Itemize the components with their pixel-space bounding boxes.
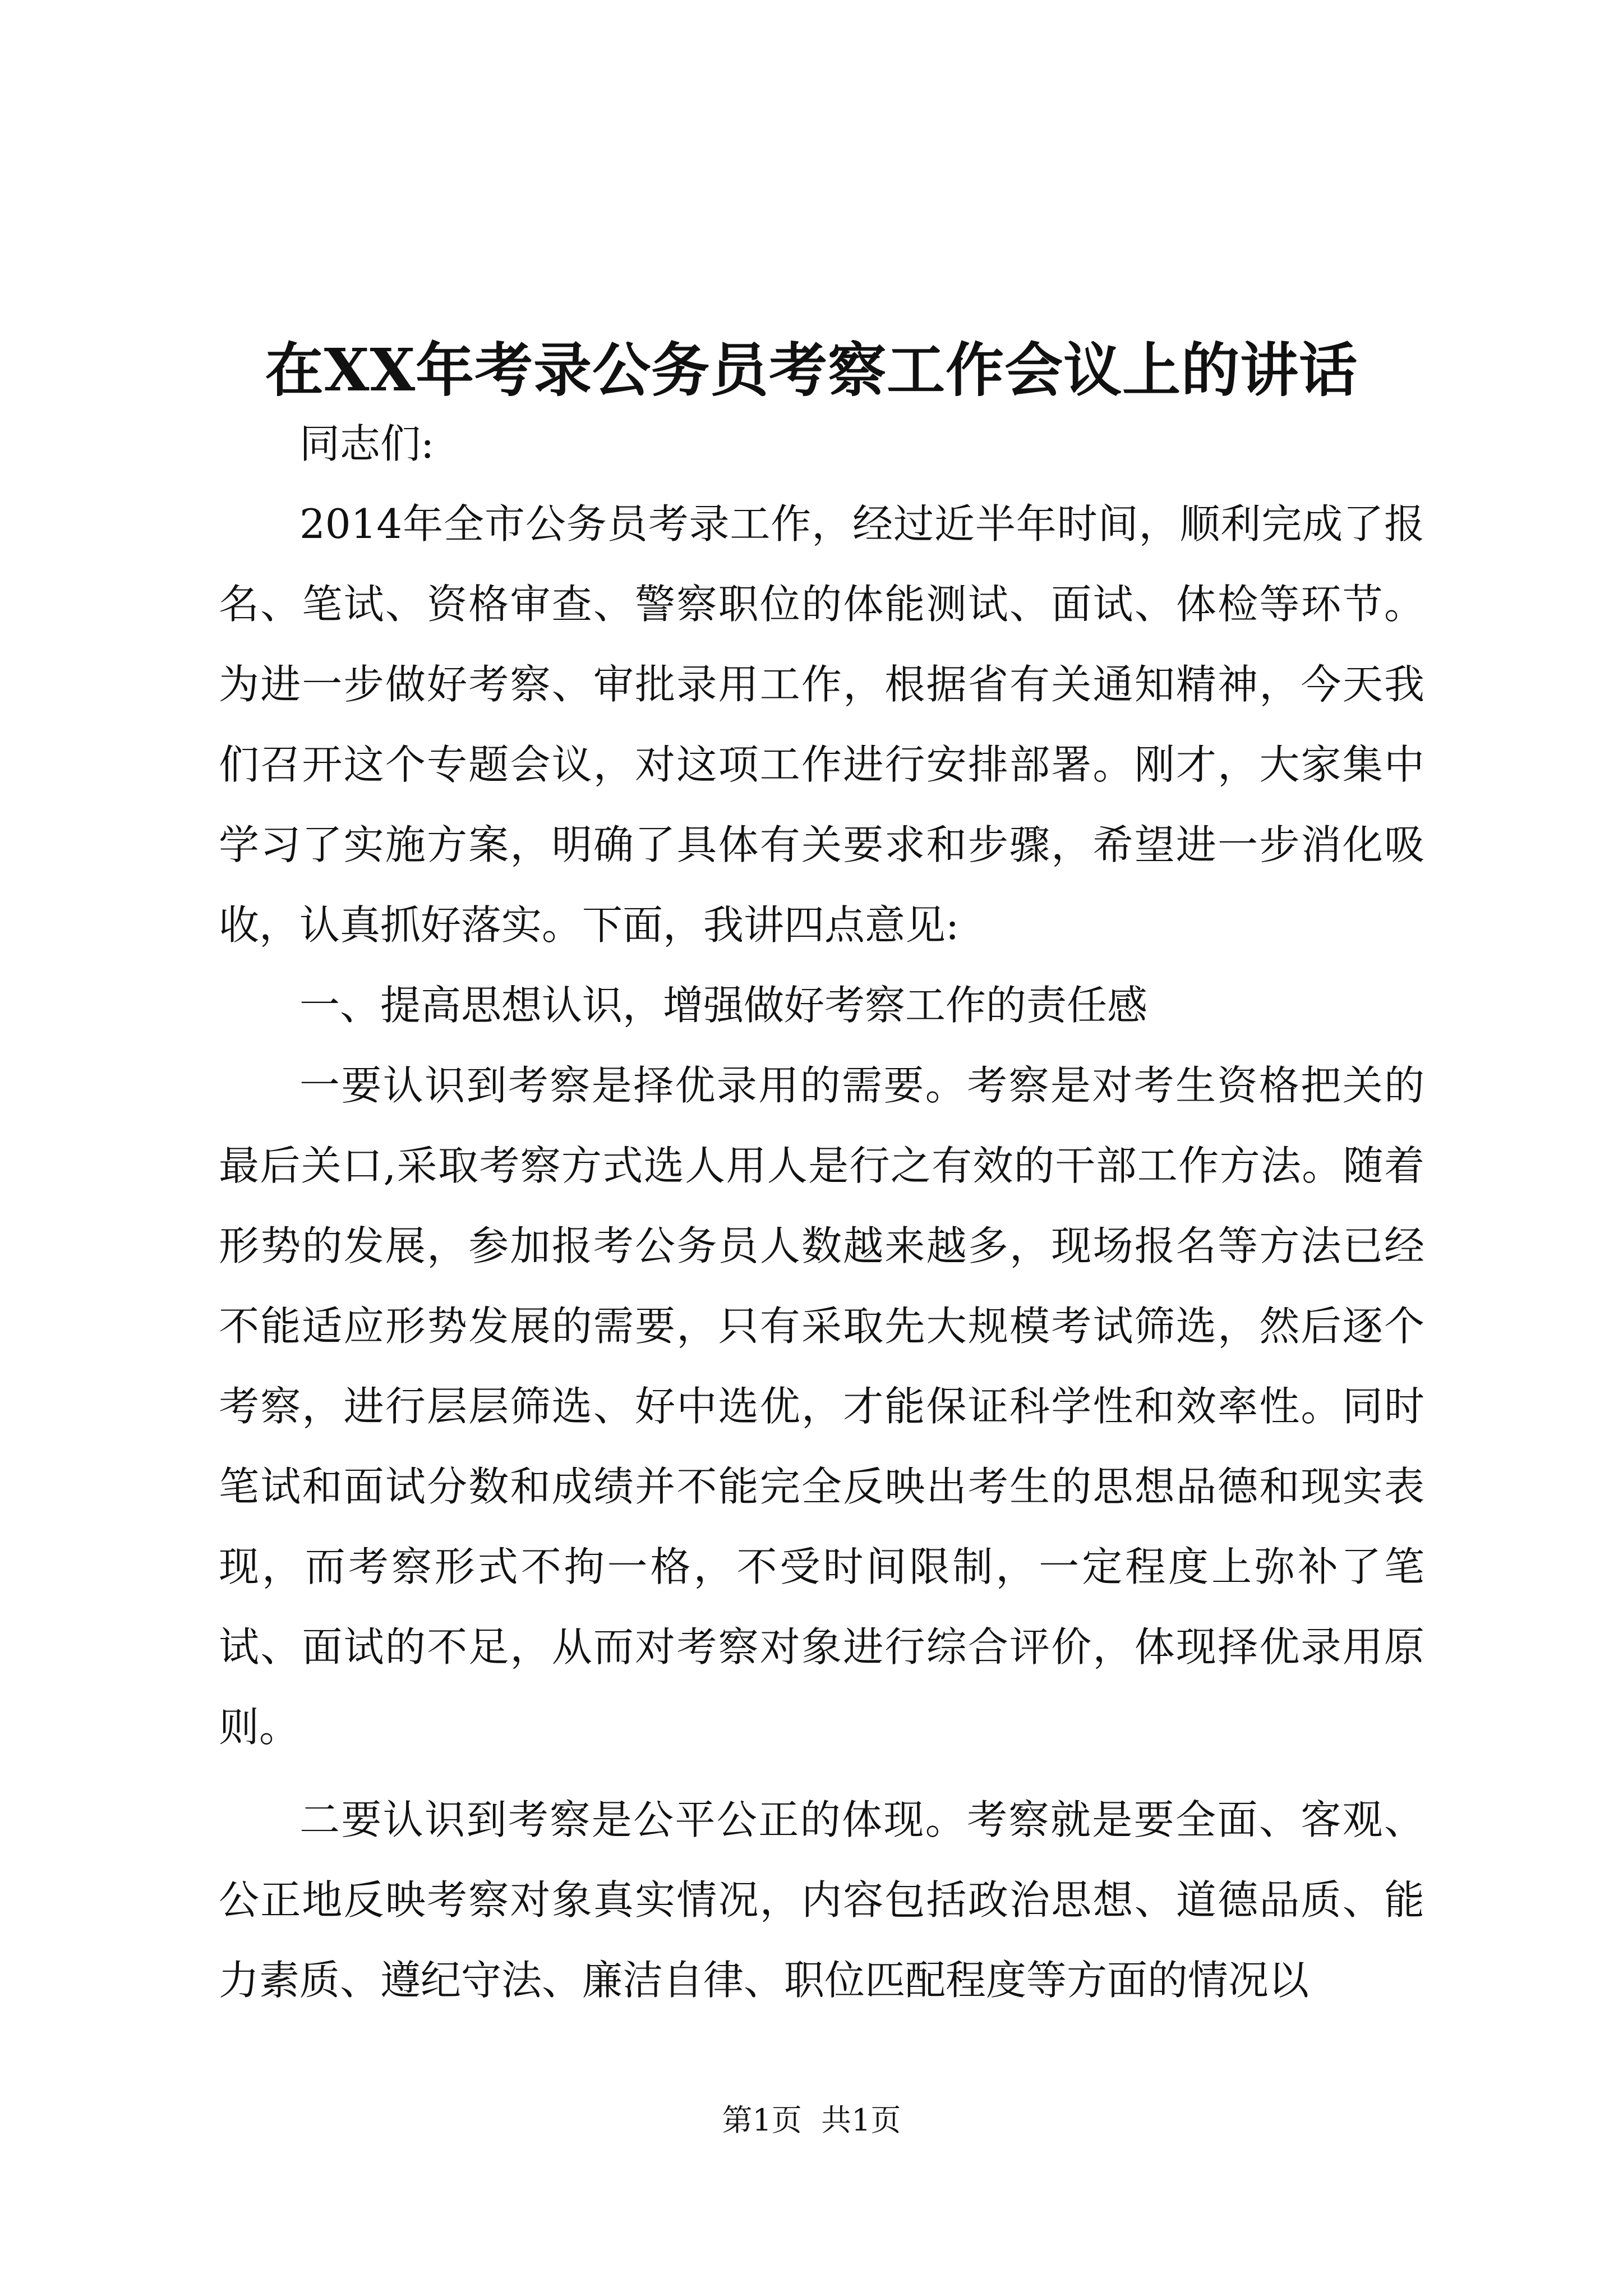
document-body <box>219 404 1424 2021</box>
body-paragraph: 二要认识到考察是公平公正的体现。考察就是要全面、客观、公正地反映考察对象真实情况，内容包括政治思想、道德品质、能力素质、遵纪守法、廉洁自律、职位匹配程度等方面的情况以 <box>219 1796 1424 2004</box>
body-paragraph: 2014年全市公务员考录工作，经过近半年时间，顺利完成了报名、笔试、资格审查、警察职位的体能测试、面试、体检等环节。为进一步做好考察、审批录用工作，根据省有关通知精神，今天我们召开这个专题会议，对这项工作进行安排部署。刚才，大家集中学习了实施方案，明确了具体有关要求和步骤，希望进一步消化吸收，认真抓好落实。下面，我讲四点意见: <box>219 500 1424 949</box>
section-heading: 一、提高思想认识，增强做好考察工作的责任感 <box>299 982 1148 1029</box>
page-footer: 第1页 共1页 <box>722 2102 901 2138</box>
salutation: 同志们: <box>299 420 435 467</box>
body-paragraph: 一要认识到考察是择优录用的需要。考察是对考生资格把关的最后关口,采取考察方式选人用人是行之有效的干部工作方法。随着形势的发展，参加报考公务员人数越来越多，现场报名等方法已经不能适应形势发展的需要，只有采取先大规模考试筛选，然后逐个考察，进行层层筛选、好中选优，才能保证科学性和效率性。同时笔试和面试分数和成绩并不能完全反映出考生的思想品德和现实表现，而考察形式不拘一格，不受时间限制，一定程度上弥补了笔试、面试的不足，从而对考察对象进行综合评价，体现择优录用原则。 <box>219 1062 1424 1751</box>
document-title: 在XX年考录公务员考察工作会议上的讲话 <box>265 335 1358 404</box>
